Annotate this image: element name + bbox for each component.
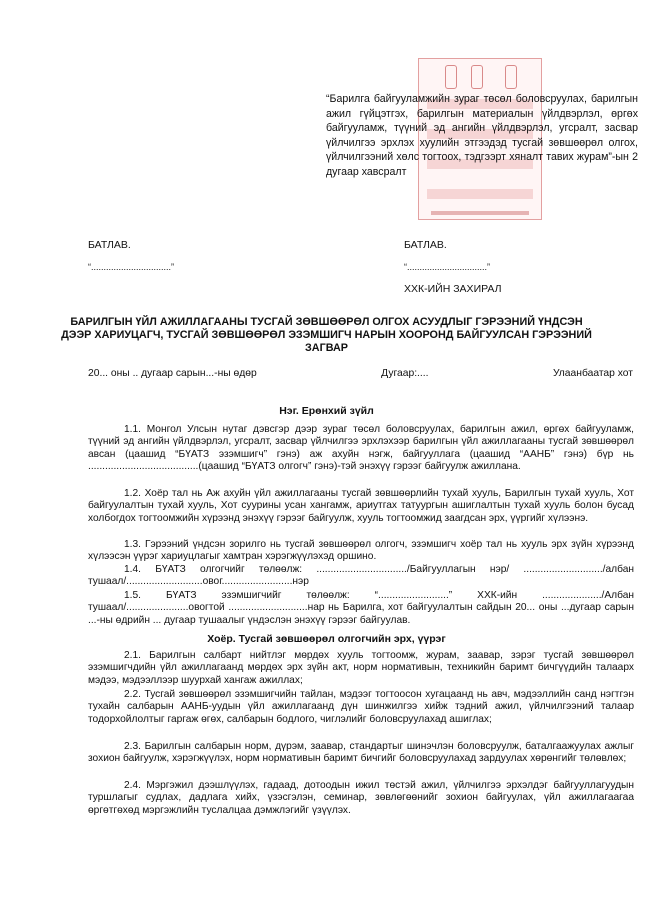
paragraph-1-3: 1.3. Гэрээний үндсэн зорилго нь тусгай зөвшөөрөл олгогч, эзэмшигч хоёр тал нь хууль эрх зүйн хүрээнд хүлээсэн үүрэг хариуцлагыг хамтран хэрэгжүүлэхэд оршино.: [88, 539, 634, 563]
paragraph-2-1: 2.1. Барилгын салбарт нийтлэг мөрдөх хууль тогтоомж, журам, заавар, зэрэг тусгай зөвшөөрөл эзэмшигчдийн үйл ажиллагаанд мөрдөх эрх зүйн акт, норм нормативын, техникийн баримт бичгүүдийн талаарх мэдээ, мэдээллээр шуурхай хангаж ажиллах;: [88, 650, 634, 686]
paragraph-2-4: 2.4. Мэргэжил дээшлүүлэх, гадаад, дотоодын ижил төстэй ажил, үйлчилгээ эрхэлдэг байгууллагуудын туршлагыг судлах, дадлага хийх, үзэсгэлэн, семинар, зөвлөгөөнийг зохион байгуулах, үйл ажиллагаагаа өргөтгөхөд мэргэжлийн туслалцаа дэмжлэгийг үзүүлэх.: [88, 780, 634, 816]
approval-left: [88, 238, 174, 274]
contract-place: Улаанбаатар хот: [552, 368, 633, 379]
section-1-title: Нэг. Ерөнхий зүйл: [279, 405, 374, 417]
seal-footer: [431, 211, 529, 215]
approval-signature-line: “................................”: [88, 262, 175, 272]
approval-title: ХХК-ИЙН ЗАХИРАЛ: [404, 283, 502, 295]
document-title: БАРИЛГЫН ҮЙЛ АЖИЛЛАГААНЫ ТУСГАЙ ЗӨВШӨӨРӨЛ ОЛГОХ АСУУДЛЫГ ГЭРЭЭНИЙ ҮНДСЭН ДЭЭР ХАРИУЦАГЧ, ТУСГАЙ ЗӨВШӨӨРӨЛ ЭЗЭМШИГЧ НАРЫН ХООРОНД БАЙГУУЛСАН ГЭРЭЭНИЙ ЗАГВАР: [61, 316, 592, 354]
paragraph-1-5: 1.5. БҮАТЗ эзэмшигчийг төлөөлж: “.........................” ХХК-ийн ...................../Албан тушаал/......................овогтой ............................нар нь Барилга, хот байгуулалтын сайдын 20... оны ...дугаар сарын ...-ны өдрийн ... дугаар тушаалыг үндэслэн энэхүү гэрээг байгуулав.: [88, 590, 634, 626]
contract-date: 20... оны .. дугаар сарын...-ны өдөр: [88, 368, 257, 379]
contract-number: Дугаар:....: [381, 368, 429, 379]
paragraph-1-2: 1.2. Хоёр тал нь Аж ахуйн үйл ажиллагааны тусгай зөвшөөрлийн тухай хууль, Барилгын тухай хууль, Хот байгуулалтын тухай хууль, Хот суурины усан хангамж, ариутгах татуургын ашиглалтын тухай хууль болон бусад холбогдох тогтоомжийн хүрээнд энэхүү гэрээг байгуулж, хууль тогтоомжид заагдсан эрх, үүргийг хүлээнэ.: [88, 488, 634, 524]
approval-label: БАТЛАВ.: [404, 239, 447, 251]
section-2-title: Хоёр. Тусгай зөвшөөрөл олгогчийн эрх, үүрэг: [207, 633, 446, 645]
approval-signature-line: “................................”: [404, 262, 491, 272]
seal-glyph: [505, 65, 517, 89]
paragraph-2-2: 2.2. Тусгай зөвшөөрөл эзэмшигчийн тайлан, мэдээг тогтоосон хугацаанд нь авч, мэдээллийн санд нэгтгэн тухайн салбарын ААНБ-уудын үйл ажиллагаанд дүн шинжилгээ хийж тэдний ажил, үйлчилгээний талаар тодорхойлолтыг гаргаж өгөх, салбарын бодлого, чиглэлийг боловсруулахад ашиглах;: [88, 689, 634, 725]
seal-glyph: [445, 65, 457, 89]
appendix-note: “Барилга байгууламжийн зураг төсөл боловсруулах, барилгын ажил гүйцэтгэх, барилгын материалын үйлдвэрлэл, өргөх байгууламж, түүний эд ангийн үйлдвэрлэл, угсралт, засвар үйлчилгээ эрхлэх хуулийн этгээдэд тусгай зөвшөөрөл олгох, үйлчилгээний хөлс тогтоох, тэдгээрт хяналт тавих журам”-ын 2 дугаар хавсралт: [326, 93, 638, 178]
paragraph-2-3: 2.3. Барилгын салбарын норм, дүрэм, заавар, стандартыг шинэчлэн боловсруулж, баталгаажуулах ажлыг зохион байгуулж, хэрэгжүүлэх, норм нормативын баримт бичгийг боловсруулахад зардуулах хөрөнгийг төлөвлөх;: [88, 741, 634, 765]
seal-glyph: [471, 65, 483, 89]
seal-band: [427, 189, 533, 199]
date-row: [88, 368, 633, 379]
paragraph-1-1: 1.1. Монгол Улсын нутаг дэвсгэр дээр зураг төсөл боловсруулах, барилгын ажил, өргөх байгууламж, түүний эд ангийн үйлдвэрлэл, угсралт, засвар үйлчилгээ эрхлэхээр барилгын үйл ажиллагааны тусгай зөвшөөрөл авсан (цаашид “БҮАТЗ эзэмшигч” гэнэ) аж ахуйн нэгж, байгууллага (цаашид “ААНБ” гэнэ) бүр нь .......................................(цаашид “БҮАТЗ олгогч” гэнэ)-тэй энэхүү гэрээг байгуулж ажиллана.: [88, 424, 634, 473]
approval-label: БАТЛАВ.: [88, 239, 131, 251]
paragraph-1-4: 1.4. БҮАТЗ олгогчийг төлөөлж: ................................/Байгууллагын нэр/ ............................/албан тушаал/...........................овог.........................нэр: [88, 564, 634, 588]
approval-right: [404, 238, 502, 296]
